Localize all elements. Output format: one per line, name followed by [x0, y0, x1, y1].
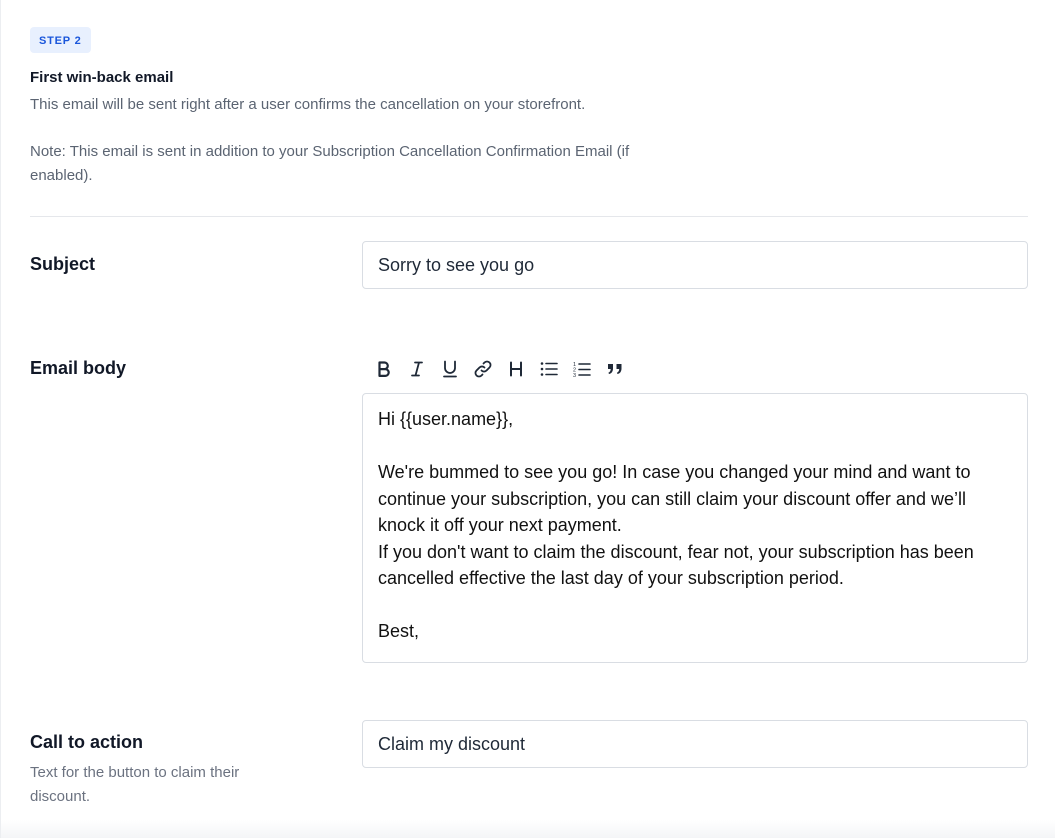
email-paragraph-2: If you don't want to claim the discount, fear not, your subscription has been cancelled effective the last day of your subscription period. [378, 541, 974, 588]
quote-icon [607, 362, 623, 376]
cta-label: Call to action [30, 732, 144, 752]
bold-button[interactable] [367, 356, 400, 382]
section-description: This email will be sent right after a user confirms the cancellation on your storefront. [30, 96, 586, 113]
section-divider [30, 216, 1028, 217]
italic-button[interactable] [400, 356, 433, 382]
heading-button[interactable] [499, 356, 532, 382]
subject-label: Subject [30, 254, 96, 274]
bulleted-list-icon [540, 361, 558, 377]
numbered-list-icon [573, 361, 591, 378]
editor-toolbar [367, 356, 631, 382]
email-body-label: Email body [30, 358, 127, 378]
bold-icon [377, 361, 391, 377]
section-title: First win-back email [30, 69, 174, 86]
svg-text:3: 3 [572, 372, 576, 378]
section-note: Note: This email is sent in addition to your Subscription Cancellation Confirmation Email (if enabled). [30, 143, 630, 184]
svg-text:1: 1 [572, 361, 576, 368]
underline-icon [442, 360, 458, 378]
link-button[interactable] [466, 356, 499, 382]
bulleted-list-button[interactable] [532, 356, 565, 382]
subject-input[interactable] [362, 241, 1028, 289]
cta-input[interactable] [362, 720, 1028, 768]
quote-button[interactable] [598, 356, 631, 382]
numbered-list-button[interactable] [565, 356, 598, 382]
email-greeting: Hi {{user.name}}, [378, 409, 514, 429]
link-icon [473, 360, 493, 378]
email-paragraph-1: We're bummed to see you go! In case you changed your mind and want to continue your subscription, you can still claim your discount offer and we’ll knock it off your next payment. [378, 462, 971, 535]
step-badge: STEP 2 [30, 27, 91, 53]
heading-icon [509, 361, 523, 377]
email-body-editor[interactable] [362, 393, 1028, 663]
email-signoff: Best, [378, 621, 420, 641]
cta-help-text: Text for the button to claim their discount. [30, 764, 240, 805]
italic-icon [410, 361, 424, 377]
underline-button[interactable] [433, 356, 466, 382]
svg-text:2: 2 [572, 367, 576, 373]
bottom-fade [1, 820, 1055, 838]
